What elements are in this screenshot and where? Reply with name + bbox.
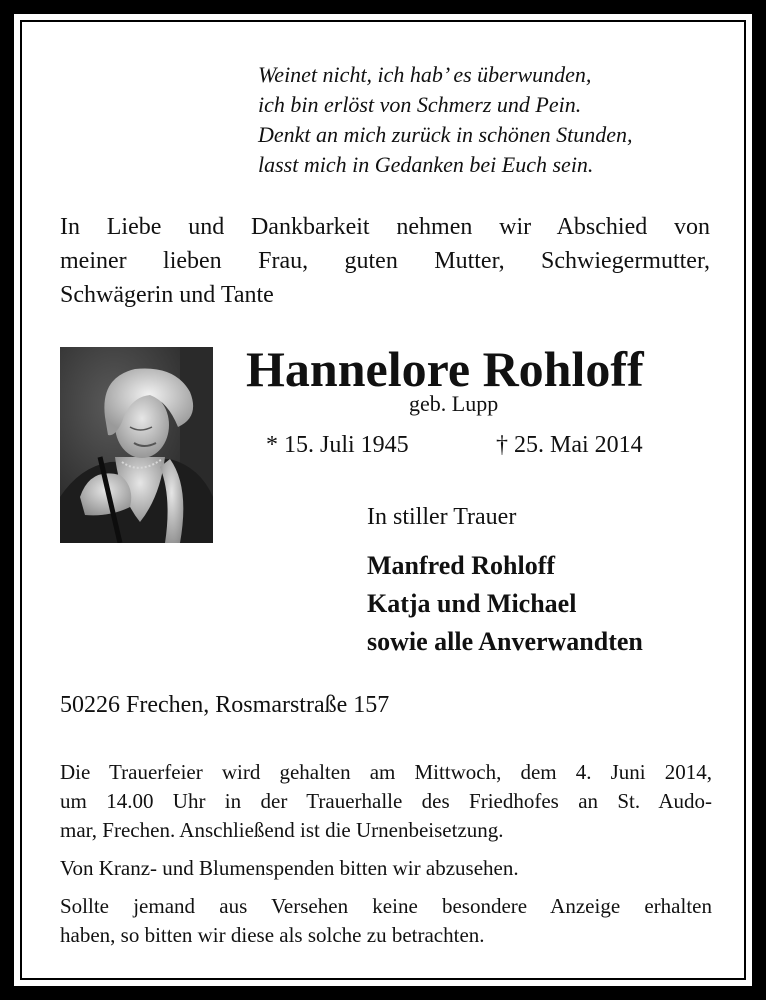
intro-line: In Liebe und Dankbarkeit nehmen wir Abschied von xyxy=(60,214,710,240)
deceased-name: Hannelore Rohloff xyxy=(246,341,644,397)
intro-line: Schwägerin und Tante xyxy=(60,282,274,308)
poem-line: ich bin erlöst von Schmerz und Pein. xyxy=(258,92,582,117)
mourner-name: sowie alle Anverwandten xyxy=(367,627,643,656)
poem xyxy=(258,60,698,180)
poem-line: Weinet nicht, ich hab’ es überwunden, xyxy=(258,62,592,87)
closing-line: haben, so bitten wir diese als solche zu betrachten. xyxy=(60,923,485,947)
funeral-line: Die Trauerfeier wird gehalten am Mittwoch, dem 4. Juni 2014, xyxy=(60,760,712,784)
flowers-note: Von Kranz- und Blumenspenden bitten wir abzusehen. xyxy=(60,856,519,880)
birth-date: * 15. Juli 1945 xyxy=(266,432,409,458)
intro-text xyxy=(60,210,710,312)
funeral-line: mar, Frechen. Anschließend ist die Urnenbeisetzung. xyxy=(60,818,504,842)
funeral-line: um 14.00 Uhr in der Trauerhalle des Friedhofes an St. Audo- xyxy=(60,789,712,813)
portrait-photo xyxy=(60,347,213,543)
mourner-name: Manfred Rohloff xyxy=(367,551,556,580)
intro-line: meiner lieben Frau, guten Mutter, Schwiegermutter, xyxy=(60,248,710,274)
mourners-list xyxy=(367,547,643,661)
mourner-name: Katja und Michael xyxy=(367,589,577,618)
portrait-image xyxy=(60,347,213,543)
poem-line: lasst mich in Gedanken bei Euch sein. xyxy=(258,152,594,177)
maiden-name: geb. Lupp xyxy=(409,391,499,416)
death-date: † 25. Mai 2014 xyxy=(496,432,643,458)
address: 50226 Frechen, Rosmarstraße 157 xyxy=(60,692,390,718)
closing-line: Sollte jemand aus Versehen keine besondere Anzeige erhalten xyxy=(60,894,712,918)
mourning-label: In stiller Trauer xyxy=(367,504,517,530)
poem-line: Denkt an mich zurück in schönen Stunden, xyxy=(258,122,633,147)
funeral-details xyxy=(60,758,712,950)
